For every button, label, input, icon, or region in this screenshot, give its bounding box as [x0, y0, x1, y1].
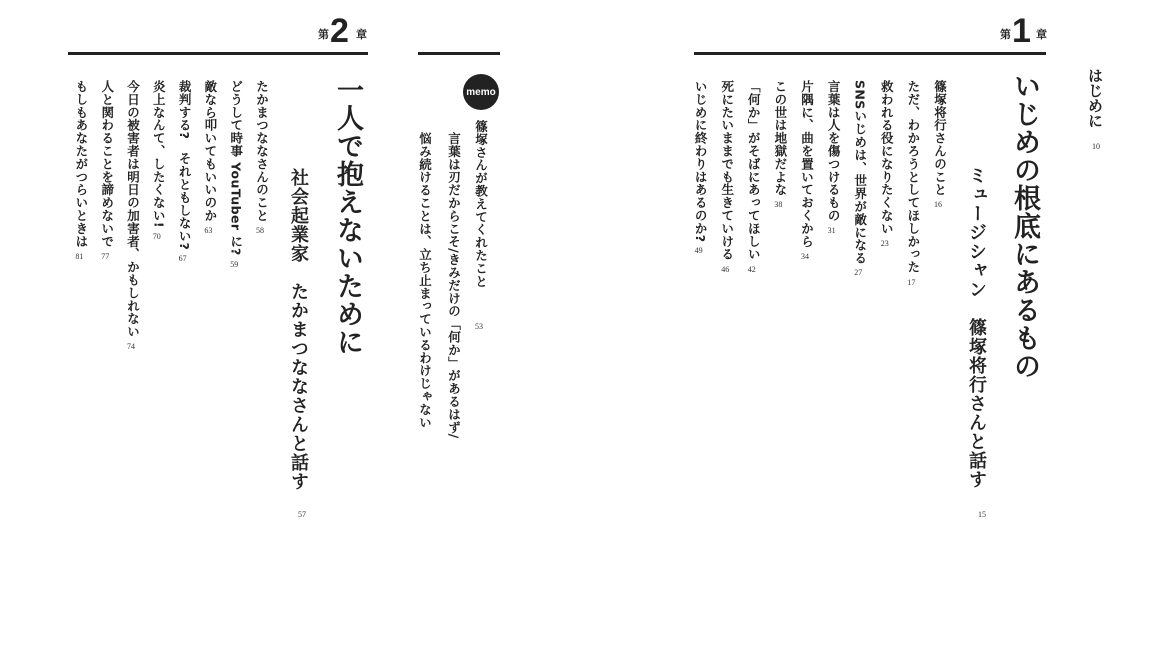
toc-item-page: 16 — [934, 200, 942, 209]
toc-item-page: 34 — [801, 252, 809, 261]
toc-item: どうして時事 YouTuber に? — [228, 80, 244, 256]
toc-item-page: 17 — [907, 278, 916, 287]
toc-item-page: 31 — [827, 226, 836, 235]
toc-item-page: 77 — [101, 252, 110, 261]
chapter1-header — [690, 0, 1050, 60]
toc-item: 死にたいままでも生きていける — [719, 80, 735, 261]
toc-item: もしもあなたがつらいときは — [73, 80, 89, 248]
toc-item-page: 67 — [178, 254, 187, 263]
chapter2-subtitle: 社会起業家 たかまつななさんと話す — [288, 168, 309, 491]
toc-item-page: 46 — [721, 265, 730, 274]
chapter2-number: 2 — [330, 12, 349, 50]
toc-item-page: 42 — [747, 265, 756, 274]
intro-page: 10 — [1092, 142, 1100, 151]
memo-badge: memo — [463, 74, 499, 110]
memo-line2: 言葉は刃だからこそ/きみだけの「何か」があるはず/ — [446, 132, 462, 439]
toc-item-page: 23 — [880, 239, 889, 248]
toc-item: この世は地獄だよな — [772, 80, 788, 197]
chapter1-prefix: 第 — [1000, 28, 1011, 41]
toc-item-page: 49 — [694, 246, 703, 255]
toc-item: 「何か」がそばにあってほしい — [746, 80, 762, 261]
toc-item: たかまつななさんのこと — [254, 80, 270, 222]
toc-item: 敵なら叩いてもいいのか — [202, 80, 218, 222]
toc-item-page: 59 — [230, 260, 239, 269]
chapter1-suffix: 章 — [1036, 28, 1047, 41]
toc-item-page: 74 — [127, 342, 135, 351]
chapter1-subtitle-page: 15 — [978, 510, 986, 519]
intro-title: はじめに — [1086, 68, 1104, 128]
memo-rule — [418, 52, 500, 55]
toc-item: いじめに終わりはあるのか? — [693, 80, 709, 243]
chapter2-prefix: 第 — [318, 28, 329, 41]
toc-item-page: 81 — [75, 252, 84, 261]
toc-item-page: 63 — [204, 226, 213, 235]
chapter1-title: いじめの根底にあるもの — [1009, 72, 1040, 380]
toc-item: 篠塚将行さんのこと — [932, 80, 948, 197]
toc-item: 今日の被害者は明日の加害者、かもしれない — [125, 80, 141, 338]
chapter2-title: 一人で抱えないために — [332, 76, 363, 356]
memo-line1: 篠塚さんが教えてくれたこと — [473, 120, 489, 288]
chapter2-suffix: 章 — [356, 28, 367, 41]
toc-item-page: 58 — [256, 226, 264, 235]
memo-line1-page: 53 — [475, 322, 483, 331]
toc-item-page: 70 — [152, 232, 161, 241]
toc-item: 片隅に、曲を置いておくから — [799, 80, 815, 248]
toc-item: 救われる役になりたくない — [879, 80, 895, 235]
chapter1-number: 1 — [1012, 12, 1031, 50]
toc-item: SNSいじめは、世界が敵になる — [852, 80, 868, 265]
toc-item: 裁判する? それともしない? — [177, 80, 193, 251]
toc-item: 言葉は人を傷つけるもの — [826, 80, 842, 222]
chapter1-rule — [694, 52, 1046, 55]
chapter2-subtitle-page: 57 — [298, 510, 306, 519]
chapter2-rule — [68, 52, 368, 55]
toc-item-page: 38 — [774, 200, 783, 209]
toc-item: 炎上なんて、したくない! — [151, 80, 167, 229]
toc-item-page: 27 — [854, 268, 863, 277]
chapter2-header — [68, 0, 368, 60]
memo-line3: 悩み続けることは、立ち止まっているわけじゃない — [417, 132, 433, 429]
chapter1-subtitle: ミュージシャン 篠塚将行さんと話す — [966, 166, 987, 489]
toc-item: 人と関わることを諦めないで — [99, 80, 115, 248]
toc-item: ただ、わかろうとしてほしかった — [905, 80, 921, 274]
